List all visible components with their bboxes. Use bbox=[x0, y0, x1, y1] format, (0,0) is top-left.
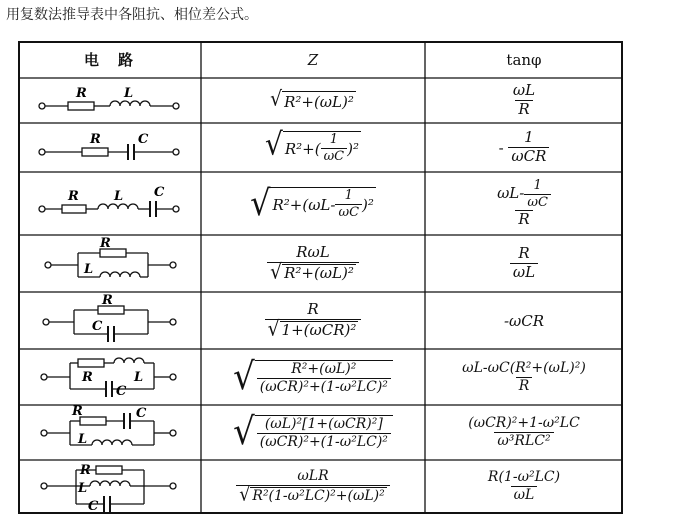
z-formula: √ $\frac{\text{(ωL)²[1+(ωCR)²]}}{\text{(ωCR)²+(1-ω²LC)²}}$ bbox=[201, 405, 425, 460]
tan-formula: $\frac{\text{(ωCR)²+1-ω²LC}}{\text{ω³RLC²}}$ bbox=[468, 415, 580, 449]
label-l: L bbox=[134, 370, 144, 385]
label-r: R bbox=[102, 293, 113, 308]
z-formula: √ R²+(ωL)² bbox=[270, 87, 354, 111]
question-text: 用复数法推导表中各阻抗、相位差公式。 bbox=[6, 7, 258, 23]
circuit-rlc-parallel bbox=[18, 460, 201, 513]
header-tan: tanφ bbox=[506, 50, 542, 69]
label-l: L bbox=[114, 189, 124, 204]
tan-formula: $\frac{\text{R(1-ω²LC)}}{\omega L}$ bbox=[487, 469, 561, 503]
label-l: L bbox=[78, 432, 88, 447]
circuit-rc-series bbox=[18, 123, 201, 172]
tan-formula: $\frac{\text{ωL-ωC(R²+(ωL)²)}}{R}$ bbox=[462, 359, 586, 394]
label-c: C bbox=[154, 185, 165, 200]
label-r: R bbox=[72, 404, 83, 419]
header-z: Z bbox=[307, 50, 319, 69]
tan-formula: $\frac{R}{\omega L}$ bbox=[425, 235, 623, 292]
circuit-rl-parallel bbox=[18, 235, 201, 292]
tan-formula: -ωCR bbox=[503, 311, 545, 330]
label-c: C bbox=[116, 384, 127, 399]
z-formula: √ $\frac{\text{R²+(ωL)²}}{\text{(ωCR)²+(1-ω²LC)²}}$ bbox=[201, 349, 425, 405]
label-r: R bbox=[82, 370, 93, 385]
label-l: L bbox=[124, 86, 134, 101]
label-c: C bbox=[138, 132, 149, 147]
circuit-rlc-series bbox=[18, 172, 201, 235]
tan-formula: $\frac{\omega L}{R}$ bbox=[512, 81, 536, 118]
label-r: R bbox=[76, 86, 87, 101]
label-c: C bbox=[92, 319, 103, 334]
circuit-rl-series-parallel-c bbox=[18, 349, 201, 405]
circuit-rc-series-parallel-l bbox=[18, 405, 201, 460]
label-r: R bbox=[100, 236, 111, 251]
z-formula: R √ 1+(ωCR)² bbox=[201, 292, 425, 349]
header-circuit: 电 路 bbox=[83, 51, 135, 69]
label-r: R bbox=[68, 189, 79, 204]
circuit-rl-series bbox=[18, 78, 201, 123]
label-r: R bbox=[80, 463, 91, 478]
z-formula: √ R²+( $\frac{1}{\omega C}$ )² bbox=[264, 126, 359, 164]
circuit-rc-parallel bbox=[18, 292, 201, 349]
label-r: R bbox=[90, 132, 101, 147]
label-l: L bbox=[78, 481, 88, 496]
tan-formula: ωL- $\frac{1}{\omega C}$ R bbox=[425, 172, 623, 235]
z-formula: ωLR √ R²(1-ω²LC)²+(ωL)² bbox=[201, 460, 425, 513]
tan-formula: - $\frac{1}{\text{ωCR}}$ bbox=[425, 123, 623, 172]
formula-table bbox=[18, 41, 623, 514]
label-l: L bbox=[84, 262, 94, 277]
label-c: C bbox=[88, 499, 99, 514]
z-formula: √ R²+(ωL- $\frac{1}{\omega C}$ )² bbox=[250, 182, 374, 225]
label-c: C bbox=[136, 406, 147, 421]
z-formula: RωL √ R²+(ωL)² bbox=[201, 235, 425, 292]
